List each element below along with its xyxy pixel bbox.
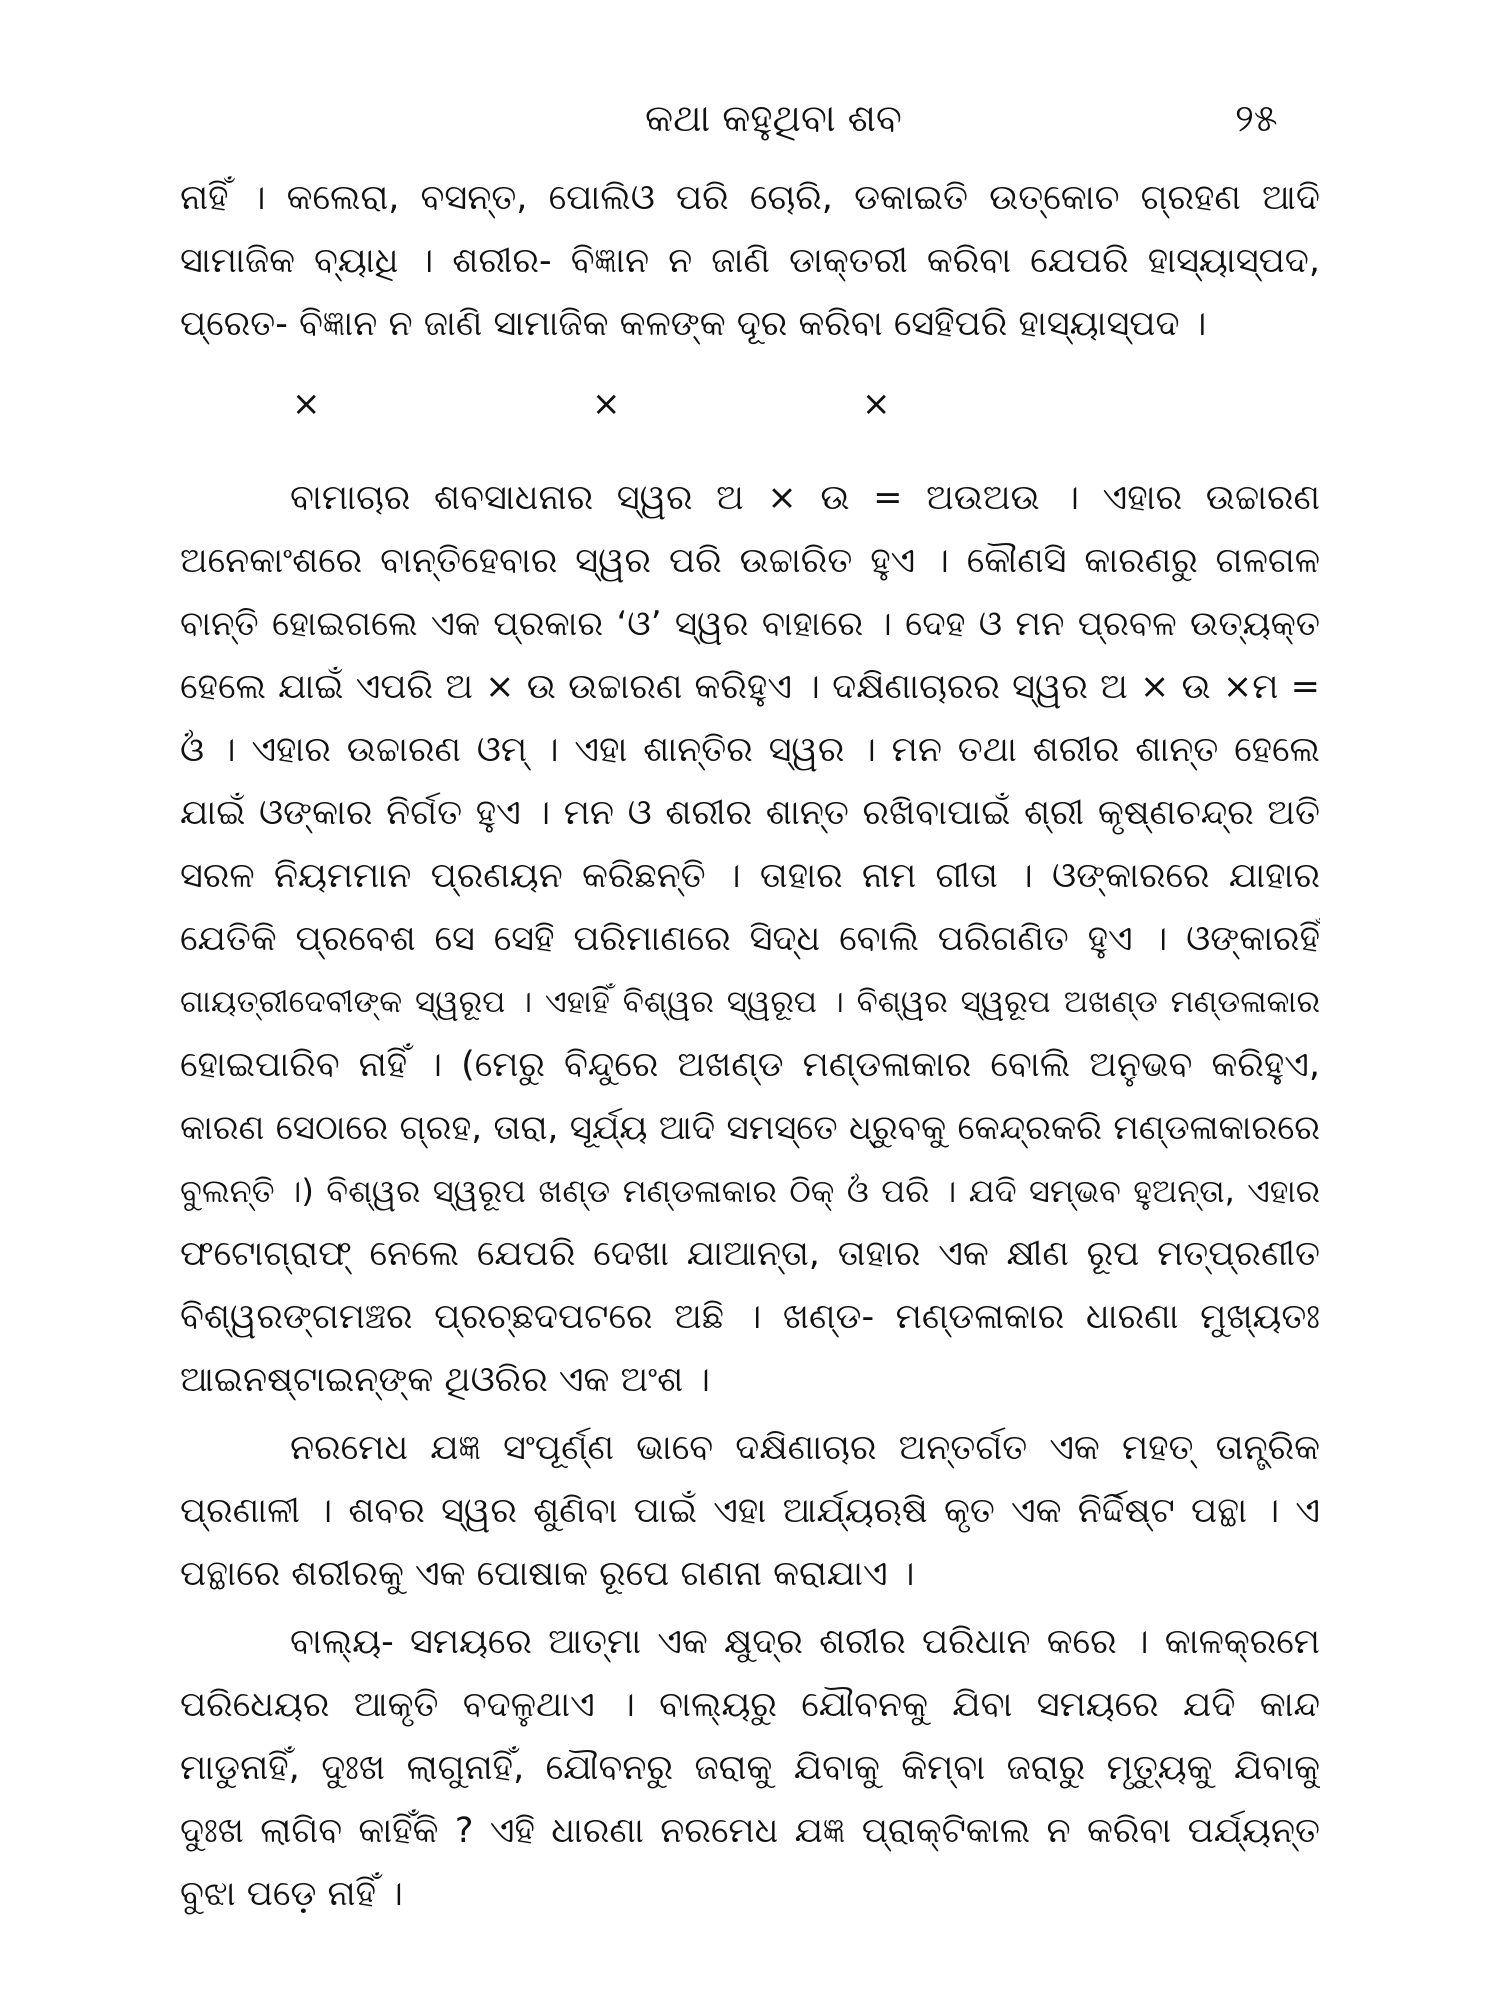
text-line: ପରିଧେୟର ଆକୃତି ବଦଳୁଥାଏ । ବାଲ୍ୟରୁ ଯୌବନକୁ ଯିବା ସମୟରେ ଯଦି କାନ୍ଦ [180, 1685, 1320, 1725]
text-line: ସରଳ ନିୟମମାନ ପ୍ରଣୟନ କରିଛନ୍ତି । ତାହାର ନାମ ଗୀତା । ଓଙ୍କାରରେ ଯାହାର [180, 856, 1320, 896]
page-number: ୨୫ [1235, 96, 1278, 140]
text-line: ଫଟୋଗ୍ରାଫ୍ ନେଲେ ଯେପରି ଦେଖା ଯାଆନ୍ତା, ତାହାର ଏକ କ୍ଷୀଣ ରୂପ ମତ୍‌ପ୍ରଣୀତ [180, 1234, 1320, 1274]
text-line: ପନ୍ଥାରେ ଶରୀରକୁ ଏକ ପୋଷାକ ରୂପେ ଗଣନା କରାଯାଏ । [180, 1554, 915, 1594]
text-line: ବାଲ୍ୟ- ସମୟରେ ଆତ୍ମା ଏକ କ୍ଷୁଦ୍ର ଶରୀର ପରିଧାନ କରେ । କାଳକ୍ରମେ [290, 1622, 1320, 1662]
text-line: ପ୍ରେତ- ବିଜ୍ଞାନ ନ ଜାଣି ସାମାଜିକ କଳଙ୍କ ଦୂର କରିବା ସେହିପରି ହାସ୍ୟାସ୍ପଦ । [180, 304, 1207, 344]
text-line: ଗାୟତ୍ରୀଦେବୀଙ୍କ ସ୍ୱରୂପ । ଏହାହିଁ ବିଶ୍ୱର ସ୍ୱରୂପ । ବିଶ୍ୱର ସ୍ୱରୂପ ଅଖଣ୍ଡ ମଣ୍ଡଳାକାର [180, 984, 1320, 1020]
text-line: ଓଁ । ଏହାର ଉଚ୍ଚାରଣ ଓମ୍ । ଏହା ଶାନ୍ତିର ସ୍ୱର । ମନ ତଥା ଶରୀର ଶାନ୍ତ ହେଲେ [180, 730, 1320, 770]
running-header [0, 88, 1500, 148]
text-line: ବାମାଚାର ଶବସାଧନାର ସ୍ୱର ଅ × ଉ = ଅଉଅଉ । ଏହାର ଉଚ୍ଚାରଣ [290, 478, 1320, 518]
running-title: କଥା କହୁଥିବା ଶବ [645, 96, 902, 140]
text-line: ଆଇନଷ୍ଟାଇନ୍‌ଙ୍କ ଥିଓରିର ଏକ ଅଂଶ । [180, 1360, 710, 1400]
text-line: ହୋଇପାରିବ ନାହିଁ । (ମେରୁ ବିନ୍ଦୁରେ ଅଖଣ୍ଡ ମଣ୍ଡଳାକାର ବୋଲି ଅନୁଭବ କରିହୁଏ, [180, 1045, 1320, 1085]
section-separator-mark: × [292, 384, 321, 424]
section-separator-mark: × [592, 384, 621, 424]
text-line: ନାହିଁ । କଲେରା, ବସନ୍ତ, ପୋଲିଓ ପରି ଚୋରି, ଡକାଇତି ଉତ୍କୋଚ ଗ୍ରହଣ ଆଦି [180, 178, 1320, 218]
text-line: ବିଶ୍ୱରଙ୍ଗମଞ୍ଚର ପ୍ରଚ୍ଛଦପଟରେ ଅଛି । ଖଣ୍ଡ- ମଣ୍ଡଳାକାର ଧାରଣା ମୁଖ୍ୟତଃ [180, 1297, 1320, 1337]
text-line: କାରଣ ସେଠାରେ ଗ୍ରହ, ତାରା, ସୂର୍ଯ୍ୟ ଆଦି ସମସ୍ତେ ଧ୍ରୁବକୁ କେନ୍ଦ୍ରକରି ମଣ୍ଡଳାକାରରେ [180, 1108, 1320, 1148]
text-line: ଦୁଃଖ ଲାଗିବ କାହିଁକି ? ଏହି ଧାରଣା ନରମେଧ ଯଜ୍ଞ ପ୍ରାକ୍ଟିକାଲ ନ କରିବା ପର୍ଯ୍ୟନ୍ତ [180, 1811, 1320, 1851]
text-line: ପ୍ରଣାଳୀ । ଶବର ସ୍ୱର ଶୁଣିବା ପାଇଁ ଏହା ଆର୍ଯ୍ୟଋଷି କୃତ ଏକ ନିର୍ଦ୍ଦିଷ୍ଟ ପନ୍ଥା । ଏ [180, 1491, 1320, 1531]
text-line: ବୁଲନ୍ତି ।) ବିଶ୍ୱର ସ୍ୱରୂପ ଖଣ୍ଡ ମଣ୍ଡଳାକାର ଠିକ୍ ଓଁ ପରି । ଯଦି ସମ୍ଭବ ହୁଅନ୍ତା, ଏହାର [180, 1172, 1320, 1210]
section-separator-mark: × [862, 384, 891, 424]
text-line: ଅନେକାଂଶରେ ବାନ୍ତିହେବାର ସ୍ୱର ପରି ଉଚ୍ଚାରିତ ହୁଏ । କୌଣସି କାରଣରୁ ଗଳଗଳ [180, 541, 1320, 581]
text-line: ବାନ୍ତି ହୋଇଗଲେ ଏକ ପ୍ରକାର ‘ଓ’ ସ୍ୱର ବାହାରେ । ଦେହ ଓ ମନ ପ୍ରବଳ ଉତ୍ୟକ୍ତ [180, 604, 1320, 644]
text-line: ସାମାଜିକ ବ୍ୟାଧି । ଶରୀର- ବିଜ୍ଞାନ ନ ଜାଣି ଡାକ୍ତରୀ କରିବା ଯେପରି ହାସ୍ୟାସ୍ପଦ, [180, 241, 1320, 281]
text-line: ବୁଝା ପଡ଼େ ନାହିଁ । [180, 1874, 403, 1914]
text-line: ଯାଇଁ ଓଙ୍କାର ନିର୍ଗତ ହୁଏ । ମନ ଓ ଶରୀର ଶାନ୍ତ ରଖିବାପାଇଁ ଶ୍ରୀ କୃଷ୍ଣଚନ୍ଦ୍ର ଅତି [180, 793, 1320, 833]
text-line: ମାଡୁନାହିଁ, ଦୁଃଖ ଲାଗୁନାହିଁ, ଯୌବନରୁ ଜରାକୁ ଯିବାକୁ କିମ୍ବା ଜରାରୁ ମୃତ୍ୟୁକୁ ଯିବାକୁ [180, 1748, 1320, 1788]
text-line: ନରମେଧ ଯଜ୍ଞ ସଂପୂର୍ଣ୍ଣ ଭାବେ ଦକ୍ଷିଣାଚାର ଅନ୍ତର୍ଗତ ଏକ ମହତ୍ ତାନ୍ତ୍ରିକ [290, 1428, 1320, 1468]
text-line: ଯେତିକି ପ୍ରବେଶ ସେ ସେହି ପରିମାଣରେ ସିଦ୍ଧ ବୋଲି ପରିଗଣିତ ହୁଏ । ଓଙ୍କାରହିଁ [180, 919, 1320, 959]
text-line: ହେଲେ ଯାଇଁ ଏପରି ଅ × ଉ ଉଚ୍ଚାରଣ କରିହୁଏ । ଦକ୍ଷିଣାଚାରର ସ୍ୱର ଅ × ଉ ×ମ = [180, 667, 1320, 707]
